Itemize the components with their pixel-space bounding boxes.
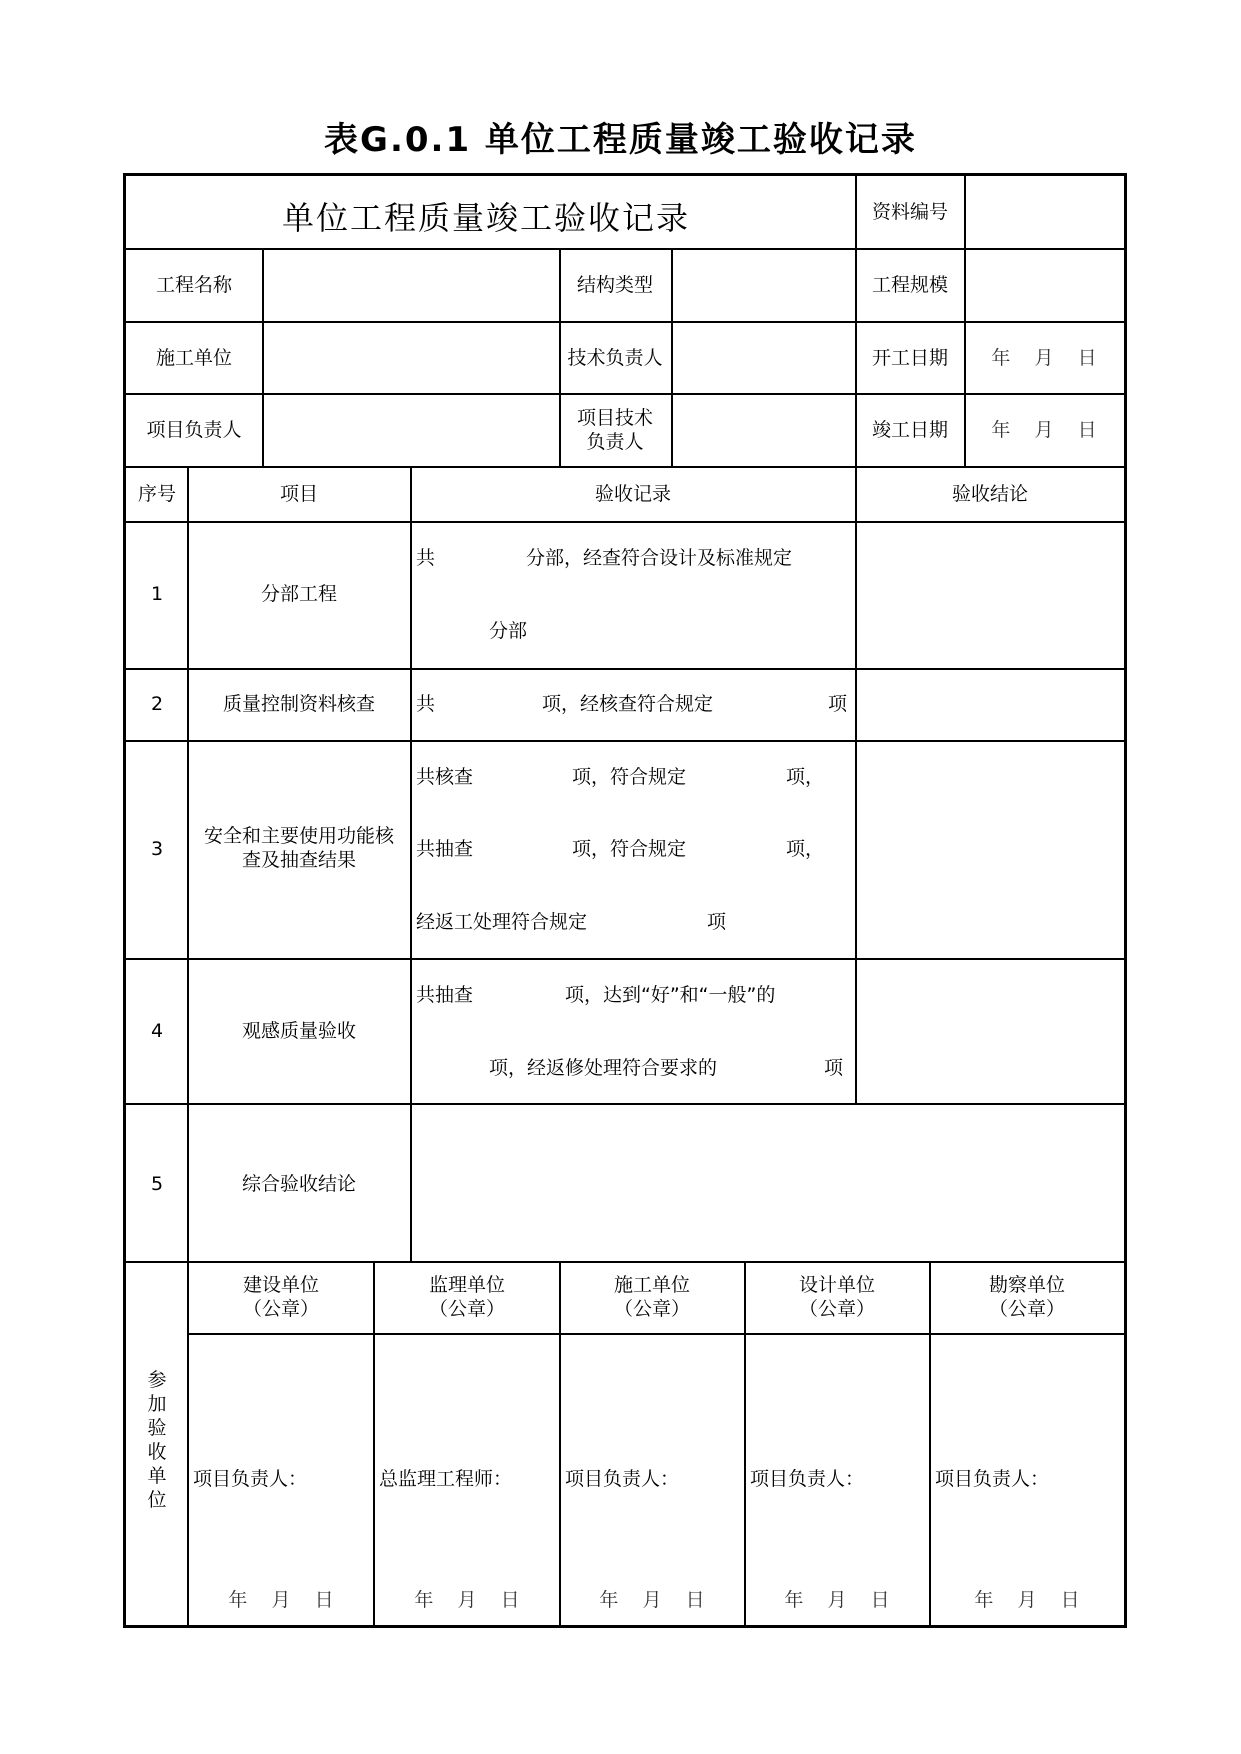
row-5-no: 5: [150, 1173, 164, 1195]
unit-2-date: 年 月 日: [414, 1589, 520, 1611]
unit-3-date: 年 月 日: [599, 1589, 705, 1611]
project-name-label: 工程名称: [155, 274, 233, 296]
row-2-record-b: 项，经核查符合规定: [542, 693, 714, 715]
row-3-record-1a: 共核查: [416, 766, 474, 788]
project-leader-label: 项目负责人: [146, 419, 242, 441]
row-1-item: 分部工程: [260, 583, 338, 605]
row-1-record-c: 分部: [489, 620, 528, 642]
row-2-record-a: 共: [416, 693, 436, 715]
row-1-record-a: 共: [416, 547, 436, 569]
unit-4-signer: 项目负责人：: [750, 1468, 865, 1490]
unit-2-name: 监理单位: [428, 1274, 506, 1296]
row-4-record-2a: 项，经返修处理符合要求的: [489, 1057, 718, 1079]
row-3-record-2a: 共抽查: [416, 838, 474, 860]
completion-date-label: 竣工日期: [871, 419, 949, 441]
unit-1-name: 建设单位: [242, 1274, 320, 1296]
participants-side-label: 参加验收单位: [147, 1369, 167, 1511]
row-2-item: 质量控制资料核查: [222, 693, 376, 715]
construction-unit-label: 施工单位: [155, 347, 233, 369]
unit-4-name: 设计单位: [798, 1274, 876, 1296]
grid-line: [855, 176, 857, 466]
document-title: 表G.0.1 单位工程质量竣工验收记录: [324, 120, 917, 160]
grid-line: [964, 176, 966, 466]
structure-type-label: 结构类型: [576, 274, 654, 296]
unit-2-signer: 总监理工程师：: [379, 1468, 513, 1490]
unit-5-date: 年 月 日: [974, 1589, 1080, 1611]
doc-no-label: 资料编号: [871, 201, 949, 223]
grid-line: [126, 393, 1124, 395]
grid-line: [744, 1261, 746, 1625]
grid-line: [187, 1333, 1124, 1335]
grid-line: [126, 958, 1124, 960]
row-3-record-3b: 项: [707, 911, 727, 933]
unit-1-signer: 项目负责人：: [193, 1468, 308, 1490]
row-5-item: 综合验收结论: [241, 1173, 357, 1195]
grid-line: [126, 740, 1124, 742]
row-3-item-2: 查及抽查结果: [241, 849, 357, 871]
row-3-item-1: 安全和主要使用功能核: [203, 825, 395, 847]
unit-2-seal: （公章）: [428, 1298, 506, 1320]
row-4-record-2b: 项: [824, 1057, 844, 1079]
unit-5-signer: 项目负责人：: [935, 1468, 1050, 1490]
row-3-record-1c: 项，: [786, 766, 825, 788]
grid-line: [126, 466, 1124, 468]
column-item: 项目: [279, 483, 319, 505]
grid-line: [410, 466, 412, 1261]
grid-line: [559, 1261, 561, 1625]
unit-3-name: 施工单位: [613, 1274, 691, 1296]
row-4-item: 观感质量验收: [241, 1020, 357, 1042]
unit-5-name: 勘察单位: [988, 1274, 1066, 1296]
row-4-no: 4: [150, 1020, 164, 1042]
row-4-record-1b: 项，达到“好”和“一般”的: [565, 984, 776, 1006]
unit-5-seal: （公章）: [988, 1298, 1066, 1320]
grid-line: [126, 1261, 1124, 1263]
row-3-record-2c: 项，: [786, 838, 825, 860]
row-1-no: 1: [150, 583, 164, 605]
tech-leader-label: 技术负责人: [567, 347, 663, 369]
grid-line: [373, 1261, 375, 1625]
grid-line: [126, 668, 1124, 670]
grid-line: [187, 466, 189, 1625]
column-seq: 序号: [137, 483, 177, 505]
row-4-record-1a: 共抽查: [416, 984, 474, 1006]
unit-1-date: 年 月 日: [228, 1589, 334, 1611]
unit-4-date: 年 月 日: [784, 1589, 890, 1611]
grid-line: [126, 321, 1124, 323]
grid-line: [126, 248, 1124, 250]
grid-line: [559, 248, 561, 466]
grid-line: [929, 1261, 931, 1625]
project-tech-leader-label-2: 负责人: [586, 431, 644, 453]
grid-line: [855, 466, 857, 1103]
form-title: 单位工程质量竣工验收记录: [282, 199, 691, 237]
row-3-record-2b: 项，符合规定: [572, 838, 687, 860]
start-date-value: 年 月 日: [991, 347, 1097, 369]
grid-line: [126, 521, 1124, 523]
column-conclusion: 验收结论: [951, 483, 1029, 505]
row-1-record-b: 分部，经查符合设计及标准规定: [526, 547, 793, 569]
completion-date-value: 年 月 日: [991, 419, 1097, 441]
grid-line: [671, 248, 673, 466]
row-2-record-c: 项: [828, 693, 848, 715]
project-scale-label: 工程规模: [871, 274, 949, 296]
grid-line: [262, 248, 264, 466]
row-3-record-1b: 项，符合规定: [572, 766, 687, 788]
column-record: 验收记录: [594, 483, 672, 505]
unit-3-seal: （公章）: [613, 1298, 691, 1320]
unit-4-seal: （公章）: [798, 1298, 876, 1320]
unit-3-signer: 项目负责人：: [565, 1468, 680, 1490]
row-3-no: 3: [150, 838, 164, 860]
row-3-record-3a: 经返工处理符合规定: [416, 911, 588, 933]
start-date-label: 开工日期: [871, 347, 949, 369]
acceptance-form: [123, 173, 1127, 1628]
unit-1-seal: （公章）: [242, 1298, 320, 1320]
project-tech-leader-label-1: 项目技术: [576, 407, 654, 429]
row-2-no: 2: [150, 693, 164, 715]
grid-line: [126, 1103, 1124, 1105]
